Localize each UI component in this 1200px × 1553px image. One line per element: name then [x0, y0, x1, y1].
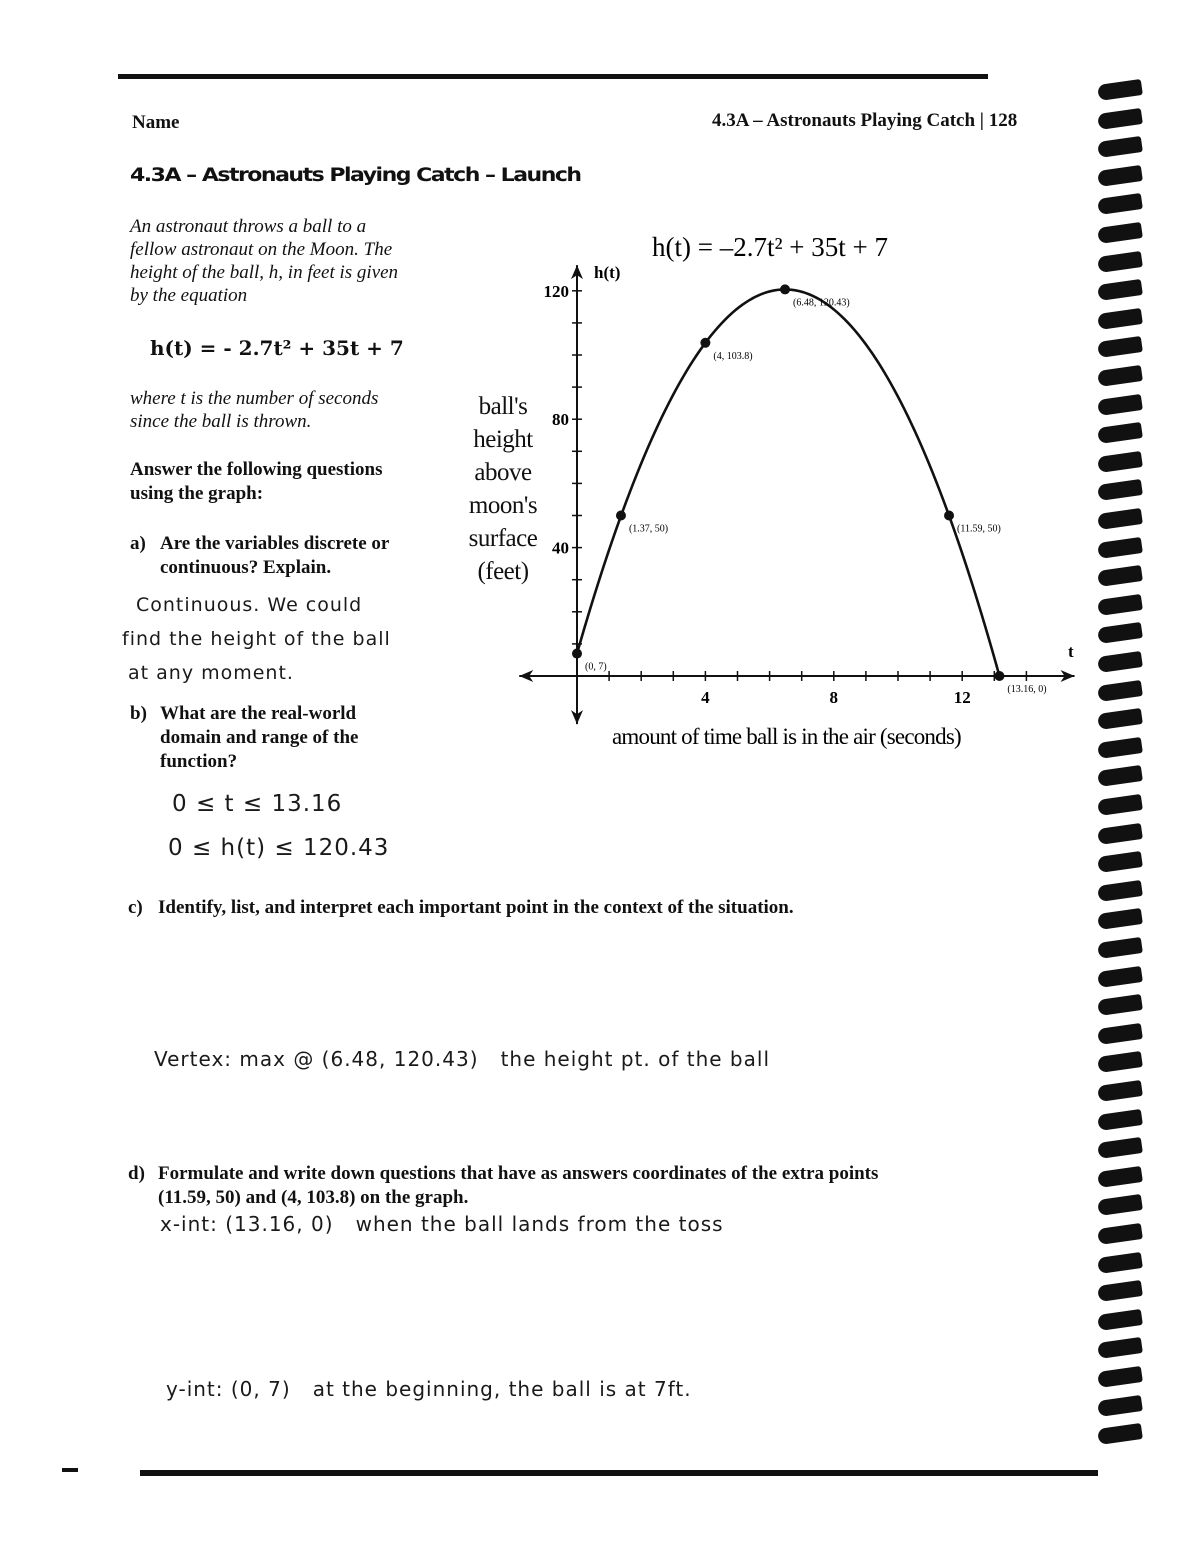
data-point-label: (1.37, 50) [628, 523, 669, 535]
instructions-line: Answer the following questions [130, 459, 383, 480]
data-point-label: (0, 7) [585, 661, 607, 673]
intro-line: height of the ball, h, in feet is given [130, 262, 399, 283]
spiral-ring [1097, 851, 1143, 873]
y-axis-label-line: surface [468, 525, 538, 552]
intro-line: fellow astronaut on the Moon. The [130, 239, 393, 260]
question-a-line: Are the variables discrete or [160, 533, 390, 554]
name-label: Name [132, 112, 180, 133]
spiral-ring [1097, 1166, 1143, 1188]
spiral-ring [1097, 937, 1143, 959]
answer-a-line: at any moment. [128, 662, 294, 684]
spiral-ring [1097, 966, 1143, 988]
spiral-ring [1097, 1080, 1143, 1102]
answer-c-x-intercept: x-int: (13.16, 0) when the ball lands from the toss [160, 1212, 724, 1236]
x-axis-name: t [1068, 642, 1074, 661]
x-tick-label: 4 [701, 688, 710, 707]
data-point [616, 511, 626, 521]
answer-a-line: Continuous. We could [136, 594, 363, 616]
data-point-label: (4, 103.8) [713, 350, 753, 362]
spiral-ring [1097, 1280, 1143, 1302]
where-line: since the ball is thrown. [130, 411, 312, 432]
question-c-label: c) [128, 897, 143, 918]
data-point-label: (11.59, 50) [957, 523, 1001, 535]
worksheet-title: 4.3A – Astronauts Playing Catch – Launch [130, 165, 581, 187]
question-d [128, 1162, 1088, 1212]
data-point-label: (13.16, 0) [1007, 684, 1047, 695]
spiral-ring [1097, 994, 1143, 1016]
question-b-line: What are the real-world [160, 703, 357, 724]
y-tick-label: 120 [543, 281, 569, 301]
spiral-ring [1097, 880, 1143, 902]
data-point [944, 511, 954, 521]
spiral-ring [1097, 1252, 1143, 1274]
spiral-ring [1097, 823, 1143, 845]
y-axis-label-line: ball's [478, 393, 528, 420]
spiral-ring [1097, 1109, 1143, 1131]
question-b-line: domain and range of the [160, 727, 359, 748]
x-tick-label: 12 [953, 688, 971, 707]
y-tick-label: 80 [552, 410, 569, 430]
intro-line: An astronaut throws a ball to a [130, 216, 367, 237]
question-b-label: b) [130, 703, 147, 724]
data-point [780, 284, 790, 294]
question-d-line: (11.59, 50) and (4, 103.8) on the graph. [158, 1187, 469, 1208]
chart-title: h(t) = –2.7t² + 35t + 7 [652, 232, 889, 262]
data-point [572, 649, 582, 659]
spiral-ring [1097, 1051, 1143, 1073]
spiral-ring [1097, 908, 1143, 930]
data-point [700, 338, 710, 348]
y-axis-label-line: above [474, 459, 532, 486]
question-a-label: a) [130, 533, 146, 554]
y-axis-name: h(t) [594, 263, 621, 282]
instructions-line: using the graph: [130, 483, 264, 504]
answer-b-range: 0 ≤ h(t) ≤ 120.43 [168, 835, 390, 861]
question-b-line: function? [160, 751, 238, 772]
answer-c-vertex: Vertex: max @ (6.48, 120.43) the height pt. of the ball [154, 1047, 770, 1071]
x-tick-label: 8 [829, 688, 839, 707]
question-d-line: Formulate and write down questions that have as answers coordinates of the extra points [158, 1163, 879, 1184]
answer-a-line: find the height of the ball [122, 628, 391, 650]
question-c [128, 896, 1088, 922]
spiral-ring [1097, 1309, 1143, 1331]
y-tick-label: 40 [552, 538, 569, 558]
spiral-ring [1097, 1366, 1143, 1388]
spiral-ring [1097, 1423, 1143, 1445]
answer-c-y-intercept: y-int: (0, 7) at the beginning, the ball is at 7ft. [166, 1377, 692, 1401]
where-line: where t is the number of seconds [130, 388, 379, 409]
question-c-text: Identify, list, and interpret each important point in the context of the situation. [158, 897, 794, 918]
page-reference: 4.3A – Astronauts Playing Catch | 128 [712, 110, 1018, 131]
spiral-ring [1097, 1194, 1143, 1216]
question-d-label: d) [128, 1163, 145, 1184]
spiral-ring [1097, 1137, 1143, 1159]
y-axis-label-line: moon's [468, 492, 538, 519]
answer-b-domain: 0 ≤ t ≤ 13.16 [172, 791, 343, 817]
spiral-ring [1097, 1395, 1143, 1417]
spiral-ring [1097, 1337, 1143, 1359]
parabola-curve [577, 289, 999, 676]
x-axis-title: amount of time ball is in the air (seconds) [612, 724, 961, 749]
spiral-ring [1097, 1223, 1143, 1245]
corner-mark [62, 1468, 78, 1472]
data-point-label: (6.48, 120.43) [793, 297, 850, 309]
spiral-ring [1097, 1023, 1143, 1045]
data-point [994, 671, 1004, 681]
intro-line: by the equation [130, 285, 248, 306]
y-axis-label-line: (feet) [477, 558, 529, 585]
height-equation: h(t) = - 2.7t² + 35t + 7 [150, 336, 404, 360]
y-axis-label-line: height [473, 426, 533, 453]
question-a-line: continuous? Explain. [160, 557, 332, 578]
